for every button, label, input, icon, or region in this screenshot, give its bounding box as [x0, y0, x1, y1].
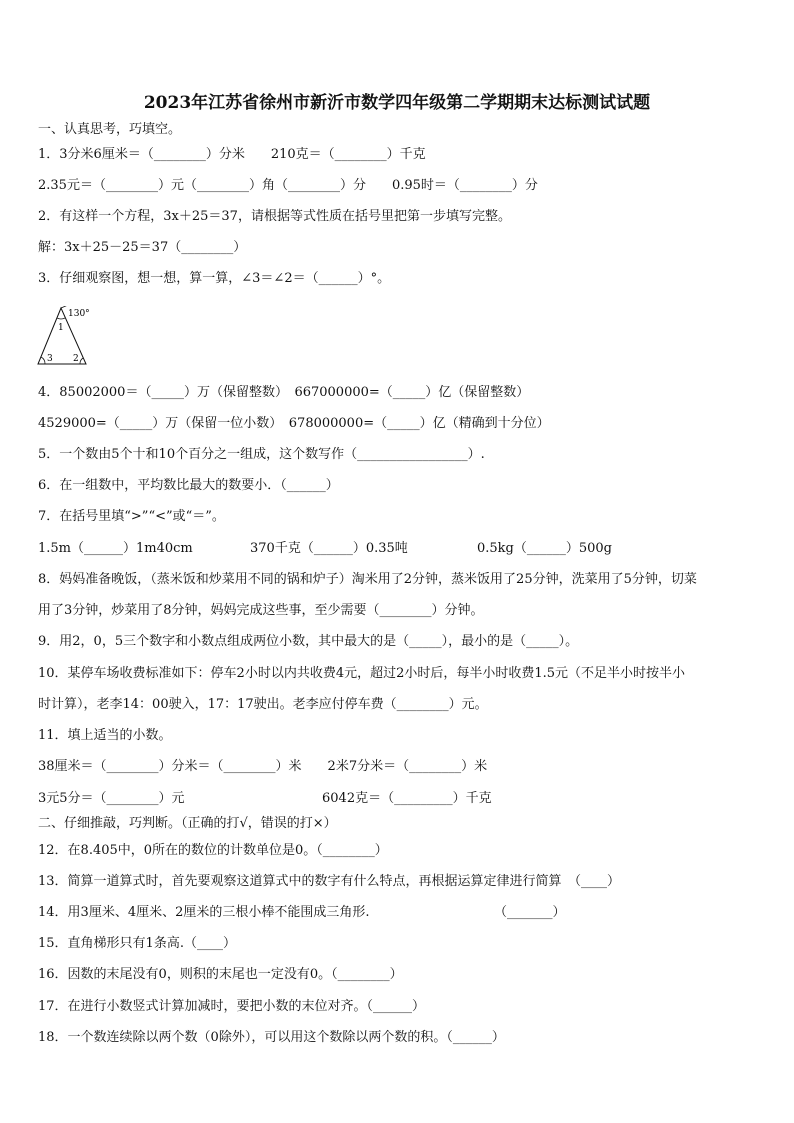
- question-1-line-1: 1．3分米6厘米＝（________）分米 210克＝（________）千克: [38, 147, 426, 162]
- angle-2-label: 2: [73, 354, 79, 364]
- question-2: 2．有这样一个方程，3x＋25＝37，请根据等式性质在括号里把第一步填写完整。: [38, 209, 511, 224]
- question-18: 18．一个数连续除以两个数（0除外），可以用这个数除以两个数的积。（______）: [38, 1030, 505, 1045]
- angle-3-label: 3: [47, 354, 53, 364]
- question-3: 3．仔细观察图，想一想，算一算，∠3＝∠2＝（______）°。: [38, 271, 391, 286]
- question-5: 5．一个数由5个十和10个百分之一组成，这个数写作（_________________）.: [38, 447, 485, 462]
- question-7-item-c: 0.5kg（______）500g: [477, 541, 613, 556]
- angle-130-label: 130°: [68, 309, 90, 319]
- question-6: 6．在一组数中，平均数比最大的数要小．（______）: [38, 478, 339, 493]
- question-10-line-1: 10．某停车场收费标准如下：停车2小时以内共收费4元，超过2小时后，每半小时收费1.5元（不足半小时按半小: [38, 666, 686, 681]
- question-7-item-a: 1.5m（______）1m40cm: [38, 541, 193, 556]
- question-8-line-2: 用了3分钟，炒菜用了8分钟，妈妈完成这些事，至少需要（________）分钟。: [38, 603, 484, 618]
- question-8-line-1: 8．妈妈准备晚饭，（蒸米饭和炒菜用不同的锅和炉子）淘米用了2分钟，蒸米饭用了25分钟，洗菜用了5分钟，切菜: [38, 572, 697, 587]
- question-13: 13．简算一道算式时，首先要观察这道算式中的数字有什么特点，再根据运算定律进行简算 （____）: [38, 874, 621, 889]
- section-1-heading: 一、认真思考，巧填空。: [38, 122, 182, 137]
- angle-1-label: 1: [58, 323, 64, 333]
- question-7-item-b: 370千克（______）0.35吨: [250, 541, 408, 556]
- question-4-line-1: 4．85002000＝（_____）万（保留整数） 667000000=（_____）亿（保留整数）: [38, 385, 530, 400]
- triangle-figure: [36, 306, 96, 368]
- question-2-solution: 解：3x＋25－25＝37（________）: [38, 240, 247, 255]
- question-17: 17．在进行小数竖式计算加减时，要把小数的末位对齐。（______）: [38, 999, 426, 1014]
- question-7: 7．在括号里填“>”“<”或“＝”。: [38, 509, 225, 524]
- question-1-line-2: 2.35元＝（________）元（________）角（________）分 0.95时＝（________）分: [38, 178, 538, 193]
- section-2-heading: 二、仔细推敲，巧判断。（正确的打√，错误的打×）: [38, 816, 337, 831]
- page-title: 2023年江苏省徐州市新沂市数学四年级第二学期期末达标测试试题: [143, 93, 651, 113]
- question-14-blank: （_______）: [494, 905, 566, 920]
- question-12: 12．在8.405中，0所在的数位的计数单位是0。（________）: [38, 843, 388, 858]
- question-15: 15．直角梯形只有1条高.（____）: [38, 936, 236, 951]
- question-11-item-d: 6042克＝（_________）千克: [322, 791, 492, 806]
- question-11-item-c: 3元5分＝（________）元: [38, 791, 185, 806]
- question-9: 9．用2，0，5三个数字和小数点组成两位小数，其中最大的是（_____），最小的是（_____）。: [38, 634, 579, 649]
- question-16: 16．因数的末尾没有0，则积的末尾也一定没有0。（________）: [38, 967, 403, 982]
- question-14: 14．用3厘米、4厘米、2厘米的三根小棒不能围成三角形.: [38, 905, 370, 920]
- question-11: 11．填上适当的小数。: [38, 728, 172, 743]
- question-4-line-2: 4529000=（_____）万（保留一位小数） 678000000=（_____）亿（精确到十分位）: [38, 416, 550, 431]
- question-10-line-2: 时计算），老李14：00驶入，17：17驶出。老李应付停车费（________）元。: [38, 697, 488, 712]
- question-11-line-1: 38厘米＝（________）分米＝（________）米 2米7分米＝（________）米: [38, 759, 488, 774]
